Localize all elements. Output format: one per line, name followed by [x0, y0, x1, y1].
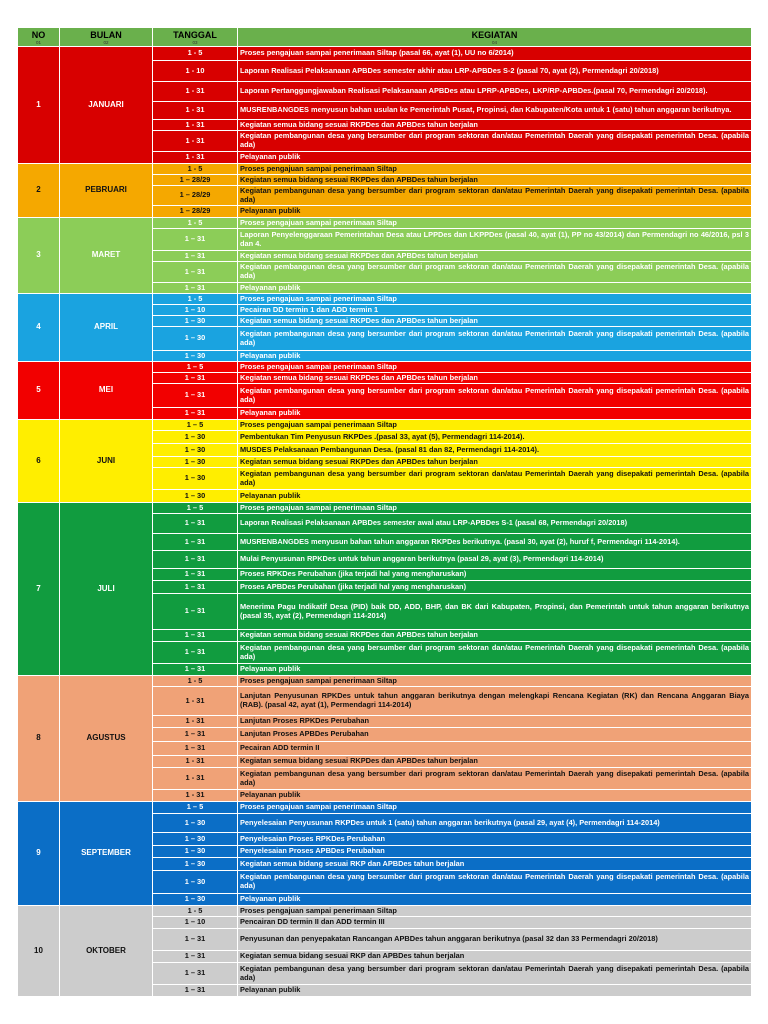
activity-cell: Pelayanan publik: [238, 152, 752, 164]
date-range-cell: 1 – 31: [153, 963, 238, 985]
activity-cell: MUSDES Pelaksanaan Pembangunan Desa. (pasal 81 dan 82, Permendagri 114-2014).: [238, 444, 752, 457]
activity-cell: Mulai Penyusunan RPKDes untuk tahun anggaran berikutnya (pasal 29, ayat (3), Permendagri 114-2014): [238, 551, 752, 569]
date-range-cell: 1 - 31: [153, 756, 238, 768]
month-number: 10: [18, 906, 60, 997]
activity-cell: Lanjutan Proses APBDes Perubahan: [238, 728, 752, 742]
date-range-cell: 1 – 31: [153, 742, 238, 756]
header-row: [18, 28, 752, 47]
date-range-cell: 1 – 28/29: [153, 175, 238, 186]
date-range-cell: 1 – 31: [153, 262, 238, 283]
date-range-cell: 1 – 30: [153, 468, 238, 490]
activity-cell: Proses pengajuan sampai penerimaan Siltap: [238, 218, 752, 229]
activity-cell: Kegiatan semua bidang sesuai RKPDes dan APBDes tahun berjalan: [238, 120, 752, 131]
activity-cell: Laporan Realisasi Pelaksanaan APBDes semester akhir atau LRP-APBDes S-2 (pasal 70, ayat (2), Permendagri 20/2018): [238, 61, 752, 82]
activity-cell: Kegiatan semua bidang sesuai RKPDes dan APBDes tahun berjalan: [238, 457, 752, 468]
table-row: [18, 294, 752, 305]
date-range-cell: 1 – 31: [153, 408, 238, 420]
activity-cell: Proses RPKDes Perubahan (jika terjadi hal yang mengharuskan): [238, 569, 752, 581]
month-number: 3: [18, 218, 60, 294]
date-range-cell: 1 – 31: [153, 384, 238, 408]
date-range-cell: 1 – 31: [153, 569, 238, 581]
activity-cell: Kegiatan pembangunan desa yang bersumber dari program sektoran dan/atau Pemerintah Daerah yang disepakati pemerintah Desa. (apabila ada): [238, 186, 752, 206]
activity-cell: Proses pengajuan sampai penerimaan Siltap: [238, 164, 752, 175]
month-name: JUNI: [60, 420, 153, 503]
date-range-cell: 1 - 31: [153, 82, 238, 102]
date-range-cell: 1 - 5: [153, 906, 238, 917]
activity-cell: Kegiatan semua bidang sesuai RKPDes dan APBDes tahun berjalan: [238, 316, 752, 327]
month-number: 1: [18, 47, 60, 164]
date-range-cell: 1 – 31: [153, 728, 238, 742]
date-range-cell: 1 – 10: [153, 917, 238, 929]
activity-cell: Kegiatan semua bidang sesuai RKPDes dan APBDes tahun berjalan: [238, 630, 752, 642]
table-row: [18, 47, 752, 61]
activity-cell: Penyelesaian Proses APBDes Perubahan: [238, 846, 752, 858]
date-range-cell: 1 – 31: [153, 251, 238, 262]
activity-cell: Kegiatan pembangunan desa yang bersumber dari program sektoran dan/atau Pemerintah Daerah yang disepakati pemerintah Desa. (apabila ada): [238, 327, 752, 351]
activity-cell: Kegiatan semua bidang sesuai RKPDes dan APBDes tahun berjalan: [238, 251, 752, 262]
schedule-table-wrapper: [17, 27, 751, 997]
date-range-cell: 1 - 31: [153, 768, 238, 790]
date-range-cell: 1 – 31: [153, 534, 238, 551]
date-range-cell: 1 – 31: [153, 229, 238, 251]
activity-cell: Proses pengajuan sampai penerimaan Siltap: [238, 802, 752, 814]
date-range-cell: 1 – 30: [153, 894, 238, 906]
date-range-cell: 1 - 5: [153, 294, 238, 305]
activity-cell: MUSRENBANGDES menyusun bahan tahun anggaran RKPDes berikutnya. (pasal 30, ayat (2), huruf f, Permendagri 114-2014).: [238, 534, 752, 551]
month-name: MEI: [60, 362, 153, 420]
activity-cell: Kegiatan semua bidang sesuai RKP dan APBDes tahun berjalan: [238, 858, 752, 871]
table-row: [18, 503, 752, 514]
activity-cell: Proses pengajuan sampai penerimaan Siltap: [238, 294, 752, 305]
activity-cell: Pelayanan publik: [238, 408, 752, 420]
header-tanggal: TANGGAL 03: [153, 28, 238, 47]
activity-cell: Kegiatan semua bidang sesuai RKPDes dan APBDes tahun berjalan: [238, 373, 752, 384]
date-range-cell: 1 – 30: [153, 444, 238, 457]
date-range-cell: 1 - 31: [153, 131, 238, 152]
table-row: [18, 676, 752, 687]
date-range-cell: 1 – 31: [153, 985, 238, 997]
activity-cell: Lanjutan Penyusunan RPKDes untuk tahun anggaran berikutnya dengan melengkapi Rencana Kegiatan (RK) dan Rencana Anggaran Biaya (RAB). (pasal 42, ayat (1), Permendagri 114-2014): [238, 687, 752, 716]
activity-cell: Kegiatan pembangunan desa yang bersumber dari program sektoran dan/atau Pemerintah Daerah yang disepakati pemerintah Desa. (apabila ada): [238, 642, 752, 664]
activity-cell: Kegiatan pembangunan desa yang bersumber dari program sektoran dan/atau Pemerintah Daerah yang disepakati pemerintah Desa. (apabila ada): [238, 468, 752, 490]
date-range-cell: 1 – 31: [153, 630, 238, 642]
date-range-cell: 1 - 5: [153, 676, 238, 687]
date-range-cell: 1 – 30: [153, 327, 238, 351]
month-number: 8: [18, 676, 60, 802]
date-range-cell: 1 - 31: [153, 120, 238, 131]
month-number: 4: [18, 294, 60, 362]
table-row: [18, 164, 752, 175]
activity-cell: Kegiatan pembangunan desa yang bersumber dari program sektoran dan/atau Pemerintah Daerah yang disepakati pemerintah Desa. (apabila ada): [238, 768, 752, 790]
month-name: AGUSTUS: [60, 676, 153, 802]
date-range-cell: 1 – 31: [153, 929, 238, 951]
date-range-cell: 1 – 30: [153, 814, 238, 833]
date-range-cell: 1 – 30: [153, 316, 238, 327]
date-range-cell: 1 – 31: [153, 642, 238, 664]
activity-cell: Pecairan DD termin 1 dan ADD termin 1: [238, 305, 752, 316]
table-row: [18, 420, 752, 431]
month-name: MARET: [60, 218, 153, 294]
activity-cell: Menerima Pagu Indikatif Desa (PID) baik DD, ADD, BHP, dan BK dari Kabupaten, Propinsi, dan Pemerintah untuk tahun anggaran berikutnya (pasal 35, ayat (2), Permendagri 114-2014): [238, 594, 752, 630]
header-kegiatan: KEGIATAN 04: [238, 28, 752, 47]
date-range-cell: 1 – 10: [153, 305, 238, 316]
date-range-cell: 1 – 31: [153, 373, 238, 384]
activity-cell: Pelayanan publik: [238, 351, 752, 362]
activity-cell: Pelayanan publik: [238, 894, 752, 906]
activity-cell: Laporan Pertanggungjawaban Realisasi Pelaksanaan APBDes atau LPRP-APBDes, LKP/RP-APBDes.(pasal 70, Permendagri 20/2018).: [238, 82, 752, 102]
date-range-cell: 1 - 5: [153, 218, 238, 229]
activity-cell: Laporan Penyelenggaraan Pemerintahan Desa atau LPPDes dan LKPPDes (pasal 40, ayat (1), PP no 43/2014) dan Permendagri no 46/2016, psl 3 dan 4.: [238, 229, 752, 251]
header-no: NO 01: [18, 28, 60, 47]
date-range-cell: 1 – 30: [153, 871, 238, 894]
date-range-cell: 1 – 31: [153, 594, 238, 630]
date-range-cell: 1 - 31: [153, 790, 238, 802]
activity-cell: Pelayanan publik: [238, 283, 752, 294]
activity-cell: Penyusunan dan penyepakatan Rancangan APBDes tahun anggaran berikutnya (pasal 32 dan 33 Permendagri 20/2018): [238, 929, 752, 951]
activity-cell: Proses pengajuan sampai penerimaan Siltap: [238, 362, 752, 373]
month-name: OKTOBER: [60, 906, 153, 997]
activity-cell: Laporan Realisasi Pelaksanaan APBDes semester awal atau LRP-APBDes S-1 (pasal 68, Permendagri 20/2018): [238, 514, 752, 534]
date-range-cell: 1 – 30: [153, 457, 238, 468]
date-range-cell: 1 – 31: [153, 514, 238, 534]
activity-cell: Pembentukan Tim Penyusun RKPDes .(pasal 33, ayat (5), Permendagri 114-2014).: [238, 431, 752, 444]
activity-cell: Pelayanan publik: [238, 206, 752, 218]
table-row: [18, 802, 752, 814]
month-name: JANUARI: [60, 47, 153, 164]
month-number: 9: [18, 802, 60, 906]
table-row: [18, 906, 752, 917]
date-range-cell: 1 - 10: [153, 61, 238, 82]
date-range-cell: 1 – 28/29: [153, 206, 238, 218]
activity-cell: MUSRENBANGDES menyusun bahan usulan ke Pemerintah Pusat, Propinsi, dan Kabupaten/Kota untuk 1 (satu) tahun anggaran berikutnya.: [238, 102, 752, 120]
date-range-cell: 1 – 30: [153, 490, 238, 503]
activity-cell: Penyelesaian Penyusunan RKPDes untuk 1 (satu) tahun anggaran berikutnya (pasal 29, ayat (4), Permendagri 114-2014): [238, 814, 752, 833]
activity-cell: Pelayanan publik: [238, 790, 752, 802]
activity-cell: Kegiatan pembangunan desa yang bersumber dari program sektoran dan/atau Pemerintah Daerah yang disepakati pemerintah Desa. (apabila ada): [238, 963, 752, 985]
date-range-cell: 1 – 31: [153, 551, 238, 569]
month-number: 7: [18, 503, 60, 676]
month-number: 2: [18, 164, 60, 218]
month-name: APRIL: [60, 294, 153, 362]
activity-cell: Kegiatan pembangunan desa yang bersumber dari program sektoran dan/atau Pemerintah Daerah yang disepakati pemerintah Desa. (apabila ada): [238, 871, 752, 894]
activity-cell: Proses pengajuan sampai penerimaan Siltap: [238, 676, 752, 687]
activity-cell: Kegiatan semua bidang sesuai RKP dan APBDes tahun berjalan: [238, 951, 752, 963]
activity-cell: Kegiatan semua bidang sesuai RKPDes dan APBDes tahun berjalan: [238, 175, 752, 186]
activity-cell: Lanjutan Proses RPKDes Perubahan: [238, 716, 752, 728]
date-range-cell: 1 – 5: [153, 362, 238, 373]
activity-cell: Proses pengajuan sampai penerimaan Siltap: [238, 906, 752, 917]
date-range-cell: 1 – 28/29: [153, 186, 238, 206]
activity-cell: Penyelesaian Proses RPKDes Perubahan: [238, 833, 752, 846]
date-range-cell: 1 - 31: [153, 102, 238, 120]
activity-cell: Proses APBDes Perubahan (jika terjadi hal yang mengharuskan): [238, 581, 752, 594]
date-range-cell: 1 – 30: [153, 431, 238, 444]
schedule-body: [18, 47, 752, 997]
date-range-cell: 1 – 5: [153, 802, 238, 814]
activity-cell: Pelayanan publik: [238, 664, 752, 676]
activity-cell: Proses pengajuan sampai penerimaan Siltap: [238, 503, 752, 514]
month-number: 6: [18, 420, 60, 503]
activity-cell: Pelayanan publik: [238, 490, 752, 503]
date-range-cell: 1 – 31: [153, 951, 238, 963]
month-number: 5: [18, 362, 60, 420]
month-name: PEBRUARI: [60, 164, 153, 218]
date-range-cell: 1 – 30: [153, 833, 238, 846]
date-range-cell: 1 – 30: [153, 858, 238, 871]
activity-cell: Kegiatan pembangunan desa yang bersumber dari program sektoran dan/atau Pemerintah Daerah yang disepakati pemerintah Desa. (apabila ada): [238, 384, 752, 408]
activity-cell: Pelayanan publik: [238, 985, 752, 997]
header-bulan: BULAN 02: [60, 28, 153, 47]
date-range-cell: 1 - 5: [153, 47, 238, 61]
activity-cell: Proses pengajuan sampai penerimaan Siltap: [238, 420, 752, 431]
date-range-cell: 1 - 31: [153, 687, 238, 716]
activity-cell: Pencairan DD termin II dan ADD termin III: [238, 917, 752, 929]
activity-cell: Kegiatan pembangunan desa yang bersumber dari program sektoran dan/atau Pemerintah Daerah yang disepakati pemerintah Desa. (apabila ada): [238, 262, 752, 283]
date-range-cell: 1 – 31: [153, 283, 238, 294]
schedule-table: [17, 27, 752, 997]
activity-cell: Kegiatan semua bidang sesuai RKPDes dan APBDes tahun berjalan: [238, 756, 752, 768]
table-row: [18, 362, 752, 373]
activity-cell: Proses pengajuan sampai penerimaan Siltap (pasal 66, ayat (1), UU no 6/2014): [238, 47, 752, 61]
date-range-cell: 1 – 31: [153, 581, 238, 594]
date-range-cell: 1 – 5: [153, 420, 238, 431]
activity-cell: Pecairan ADD termin II: [238, 742, 752, 756]
date-range-cell: 1 – 31: [153, 664, 238, 676]
month-name: SEPTEMBER: [60, 802, 153, 906]
date-range-cell: 1 – 30: [153, 351, 238, 362]
date-range-cell: 1 - 31: [153, 716, 238, 728]
date-range-cell: 1 - 5: [153, 164, 238, 175]
table-row: [18, 218, 752, 229]
date-range-cell: 1 – 30: [153, 846, 238, 858]
month-name: JULI: [60, 503, 153, 676]
activity-cell: Kegiatan pembangunan desa yang bersumber dari program sektoran dan/atau Pemerintah Daerah yang disepakati pemerintah Desa. (apabila ada): [238, 131, 752, 152]
date-range-cell: 1 - 31: [153, 152, 238, 164]
date-range-cell: 1 – 5: [153, 503, 238, 514]
